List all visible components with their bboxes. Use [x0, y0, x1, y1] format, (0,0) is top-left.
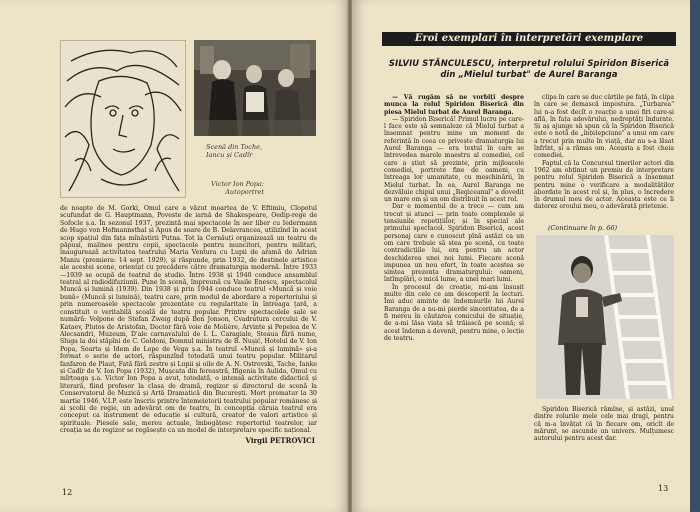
paragraph: Dar e momentul de a trece — cum am trecut și atunci — prin toate complexele și tensiunile repetițiilor, și în special ale primului spectacol. Spiridon Biserică, acest personaj care e cunoscut pînă astăzi ca un om care trebuie să stea pe scenă, cu toate contradicțiile lui, era pentru un actor deschiderea unei noi lumi. Fiecare scenă impunea un nou efort, în toate acestea se simțea prezența dramaturgului: oameni, întîmplări, o mică lume, a unei mari lumi. — [384, 203, 524, 284]
cover-edge — [690, 0, 700, 512]
paragraph: Spiridon Biserică rămîne, și astăzi, unul dintre rolurile mele cele mai dragi, pentru că m-a învățat că în fiecare om, oricît de mărunt, se ascunde un univers. Mulțumesc autorului pentru acest dar. — [534, 406, 674, 443]
author-signature: Virgil PETROVICI — [245, 436, 315, 445]
ladder-photo-svg — [536, 235, 674, 399]
page-number-left: 12 — [62, 488, 73, 497]
headline-line-2: din „Mielul turbat" de Aurel Baranga — [440, 69, 618, 79]
column-right-bottom — [534, 406, 674, 444]
column-right — [534, 94, 674, 216]
section-banner: Eroi exemplari în interpretări exemplare — [382, 32, 676, 46]
stage-scene-photo-icon — [194, 40, 316, 136]
paragraph: — Vă rugăm să ne vorbiți despre munca la rolul Spiridon Biserică din piesa Mielul turbat de Aurel Baranga. — [384, 94, 524, 116]
portrait-svg — [61, 41, 185, 197]
photo-caption: Scenă din Toche, Iancu și Cadîr — [206, 143, 263, 159]
page-number-right: 13 — [658, 484, 669, 493]
left-page — [0, 0, 349, 512]
self-portrait-drawing-icon — [60, 40, 186, 198]
paragraph: clipa în care se duc cărțile pe față, în clipa în care se demască impostura. „Turbarea" lui n-a fost decît o reacție a unei firi care-și află, în fața adevărului, nedreptăți îndurate. Și aș ajunge să spun că la Spiridon Biserică este o notă de „înțelepciune" a unui om care a trecut prin multe în viață, dar nu s-a lăsat înfrînt, și a rămas om. Aceasta a fost cheia comediei. — [534, 94, 674, 160]
column-left — [384, 94, 524, 440]
headline-line-1: SILVIU STĂNCULESCU, interpretul rolului Spiridon Biserică — [388, 58, 670, 68]
paragraph: — Spiridon Biserică! Primul lucru pe care-l face este să semnaleze că Mielul turbat a însemnat pentru mine un moment de referință în ceea ce privește dramaturgia lui Aurel Baranga — era textul în care se întrevedea marele maestru al comediei, cel care a știut să prezinte, prin mijloacele comediei, portrete fine de oameni, cu întreaga lor umanitate, cu meschinării, în Mielul turbat. În ea, Aurel Baranga ne dezvăluie chipul unui „Regiceanul" a dovedit un mare om și un om distribuit în acest rol. — [384, 115, 524, 204]
right-page — [352, 0, 700, 512]
stage-photo-svg — [194, 40, 316, 136]
paragraph: Faptul că la Concursul tinerilor actori din 1962 am obținut un premiu de interpretare pentru rolul Spiridon Biserică a însemnat pentru mine o verificare a modalităților abordate în acest rol și, în plus, o încredere în drumul meu de actor. Aceasta este ce îi datorez eroului meu, o adevărată prietenie. — [534, 159, 674, 211]
portrait-caption: Victor Ion Popa: Autoportret — [211, 180, 264, 196]
paragraph: În procesul de creație, mi-am însușit multe din cele ce am descoperit la lecturi. Îmi aduc aminte de îndemnurile lui Aurel Baranga de a nu-mi pierde sinceritatea, de a fi mereu în căutarea comicului de situație, de a-mi lăsa viața să trăiască pe scenă; și acest îndemn a devenit, pentru mine, o lecție de teatru. — [384, 283, 524, 342]
article-headline — [384, 58, 674, 80]
continued-note: (Continuare în p. 66) — [548, 224, 617, 232]
article-text-continued: de noapte de M. Gorki, Omul care a văzut moartea de V. Eftimiu, Clopotul scufundat de G. Hauptmann, Poveste de iarnă de Shakespeare, Oedip-rege de Sofocle ș.a. În sezonul 1937, prezintă mai spectacole în aer liber cu Iedermann de Hugo von Hofmannsthal și Apus de soare de B. Delavrancea, utilizînd în acest scop spațiul din fața mînăstirii Putna. Tot la Cernăuți organizează un teatru de păpuși, malinee pentru copii, spectacole pentru muncitori, pentru militari, inaugurează activitatea teatrului Maria Ventura cu Lupii de aramă de Adrian Maniu (premiera: 14 sept. 1929), și răspunde, prin 1932, de destinele artistice ale acestei scene, orientat cu precădere către dramaturgia modernă. Între 1933—1939 se ocupă de teatrul de studio. Între 1938 și 1940 conduce ansamblul teatral al radiodifuziunii. Pune în scenă, împreună cu Vasile Enescu, spectacolul Muncă și lumină (1939). Din 1938 și prin 1944 conduce teatrul «Muncă și voie bună» (Muncă și lumină), teatru care, prin modul de abordare a repertoriului și prin numeroasele spectacole prezentate cu regularitate în întreaga țară, a constituit o veritabilă școală de teatru popular. Printre spectacolele sale se numără: Volpone de Stefan Zweig după Ben Jonson, Cvadratura cercului de V. Kataev, Plutos de Aristofan, Doctor fără voie de Molière, Arvinte și Pepelea de V. Alecsandri, Muzeum, D'ale carnavalului de I. L. Caragiale, Steaua fără nume, Sluga la doi stăpîni de C. Goldoni, Domnul ministru de B. Nușić, Hotelul de V. Ion Popa, Soarta și Idem de Lope de Vega ș.a. În teatrul «Muncă și lumină» și-a format o serie de actori, răspunzînd totodată unui teatru popular. Militarul fanfaron de Plaut, Fată fără zestre și Lupii și oile de A. N. Ostrovski, Tache, Ianke și Cadîr de V. Ion Popa (1932), Mușcata din fereastră, Ifigenia în Aulida, Omul cu mîrțoaga ș.a. Victor Ion Popa a avut, totodată, o intensă activitate didactică și literară, fiind profesor la clasa de dramă, regizor și directorul de scenă la Conservatorul de Muzică și Artă Dramatică din București. Mort prematur la 30 martie 1946, V.I.P. este înscris printre întemeietorii teatrului popular românesc și ai școlii de regie, un adevărat om de teatru, în concepția căruia teatrul era conceput ca instrument de educație și cultură, creator de valori artistice și spirituale. Piesele sale, mereu actuale, îmbogățesc repertoriul teatrelor, iar creația sa de regizor se regăsește ca un model de interpretare specific național. — [60, 205, 317, 435]
actor-ladder-photo-icon — [536, 235, 674, 399]
